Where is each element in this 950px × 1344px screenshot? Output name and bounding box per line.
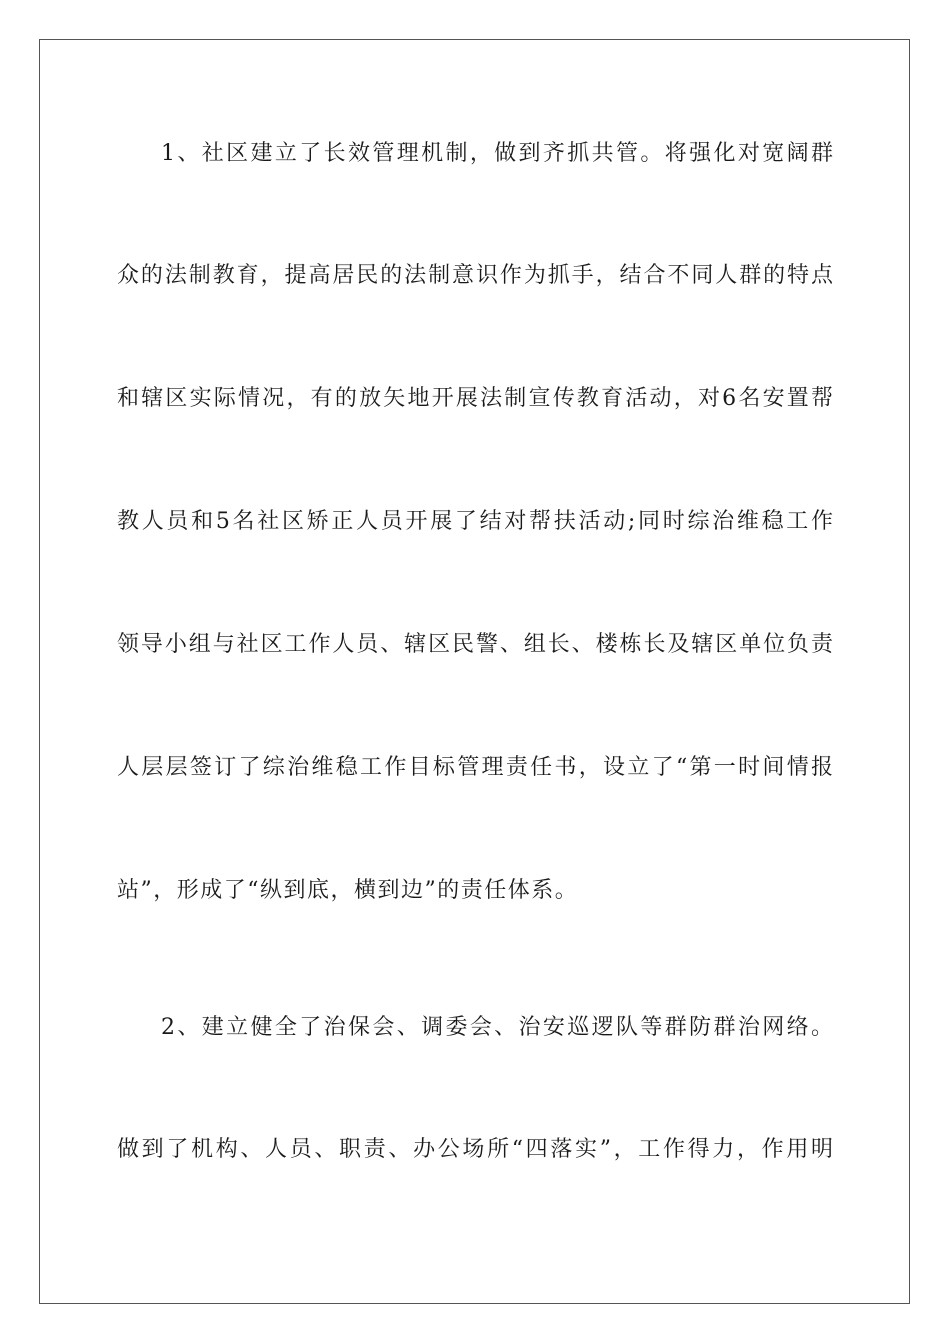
paragraph-2-line-2: 做到了机构、人员、职责、办公场所“四落实”，工作得力，作用明 [117,1137,833,1162]
page-border [39,39,910,1304]
paragraph-1-line-5: 领导小组与社区工作人员、辖区民警、组长、楼栋长及辖区单位负责 [117,632,833,657]
paragraph-1-line-3: 和辖区实际情况，有的放矢地开展法制宣传教育活动，对6名安置帮 [117,386,833,411]
paragraph-1-line-7: 站”，形成了“纵到底，横到边”的责任体系。 [117,878,579,903]
paragraph-1-line-1: 1、社区建立了长效管理机制，做到齐抓共管。将强化对宽阔群 [161,141,833,166]
paragraph-1-line-6: 人层层签订了综治维稳工作目标管理责任书，设立了“第一时间情报 [117,755,833,780]
paragraph-1-line-4: 教人员和5名社区矫正人员开展了结对帮扶活动;同时综治维稳工作 [117,509,833,534]
paragraph-1-line-2: 众的法制教育，提高居民的法制意识作为抓手，结合不同人群的特点 [117,263,833,288]
paragraph-2-line-1: 2、建立健全了治保会、调委会、治安巡逻队等群防群治网络。 [161,1015,833,1040]
